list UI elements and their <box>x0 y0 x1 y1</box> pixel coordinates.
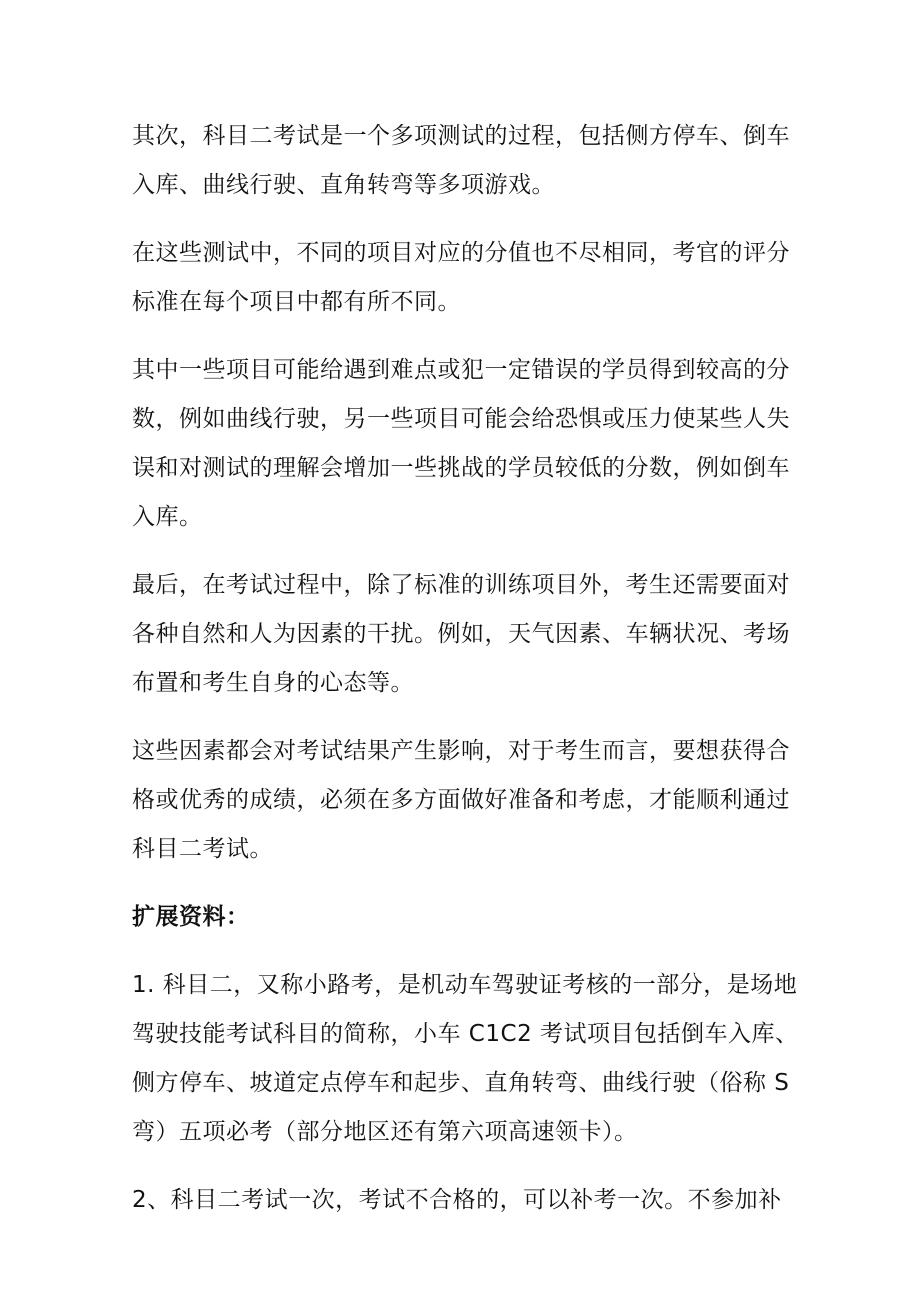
paragraph-difficulty: 其中一些项目可能给遇到难点或犯一定错误的学员得到较高的分数，例如曲线行驶，另一些项目可能会给恐惧或压力使某些人失误和对测试的理解会增加一些挑战的学员较低的分数，例如倒车入库。 <box>132 357 790 530</box>
list-item-2: 2、科目二考试一次，考试不合格的，可以补考一次。不参加补 <box>132 1187 782 1213</box>
list-item-1: 1. 科目二，又称小路考，是机动车驾驶证考核的一部分，是场地驾驶技能考试科目的简称，小车 C1C2 考试项目包括倒车入库、侧方停车、坡道定点停车和起步、直角转弯、曲线行驶（俗称 S 弯）五项必考（部分地区还有第六项高速领卡）。 <box>132 972 799 1145</box>
paragraph-scoring: 在这些测试中，不同的项目对应的分值也不尽相同，考官的评分标准在每个项目中都有所不同。 <box>132 240 790 315</box>
document-body <box>132 112 800 1244</box>
paragraph-preparation: 这些因素都会对考试结果产生影响，对于考生而言，要想获得合格或优秀的成绩，必须在多方面做好准备和考虑，才能顺利通过科目二考试。 <box>132 738 790 862</box>
section-heading: 扩展资料： <box>132 904 250 930</box>
paragraph-external-factors: 最后，在考试过程中，除了标准的训练项目外，考生还需要面对各种自然和人为因素的干扰。例如，天气因素、车辆状况、考场布置和考生自身的心态等。 <box>132 572 790 696</box>
paragraph-exam-items: 其次，科目二考试是一个多项测试的过程，包括侧方停车、倒车入库、曲线行驶、直角转弯等多项游戏。 <box>132 123 790 198</box>
